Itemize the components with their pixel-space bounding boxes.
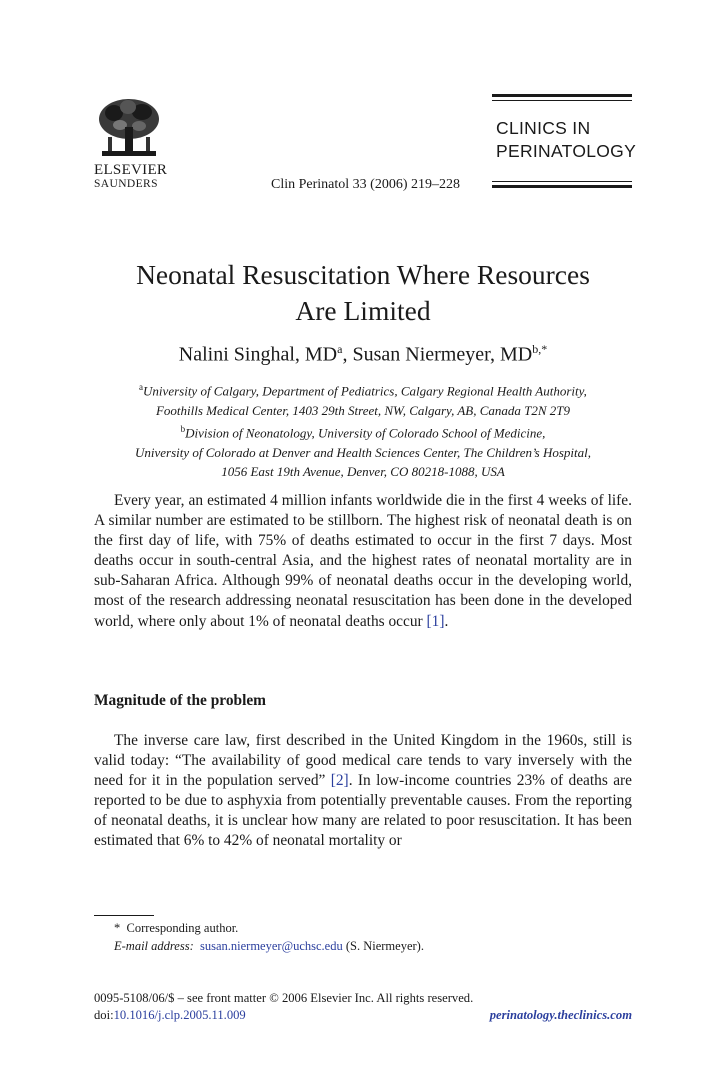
journal-rule-bottom xyxy=(492,185,632,188)
author-name: Nalini Singhal, MD xyxy=(178,343,338,366)
doi-line: doi:10.1016/j.clp.2005.11.009 xyxy=(94,1008,246,1022)
footnote-divider xyxy=(94,915,154,916)
issn-line: 0095-5108/06/$ – see front matter © 2006 Elsevier Inc. All rights reserved. xyxy=(94,991,474,1005)
journal-rule-top xyxy=(492,94,632,97)
citation-line: Clin Perinatol 33 (2006) 219–228 xyxy=(271,177,460,192)
publisher-imprint: SAUNDERS xyxy=(94,178,158,190)
journal-name-line1: CLINICS IN xyxy=(496,118,591,138)
author-affiliation-mark: a xyxy=(337,342,343,356)
affiliations xyxy=(60,378,666,482)
affiliation-line: $^b$Division of Neonatology, University of Colorado School of Medicine, xyxy=(180,424,546,441)
author-affiliation-mark: b,* xyxy=(532,342,548,356)
reference-link-1[interactable]: [1] xyxy=(426,612,445,630)
article-title xyxy=(60,257,666,329)
body-paragraph: The inverse care law, first described in the United Kingdom in the 1960s, still is valid today: “The availability of good medical care tends to vary inversely with the need for it in the population served” [2]. In low-income countries 23% of deaths are reported to be due to asphyxia from potentially preventable causes. From the reporting of neonatal deaths, it is unclear how many are related to poor resuscitation. It has been estimated that 6% to 42% of neonatal mortality or xyxy=(94,732,632,850)
affiliation-line: 1056 East 19th Avenue, Denver, CO 80218-1088, USA xyxy=(221,464,505,480)
footnote-corresponding: * Corresponding author. xyxy=(114,921,239,935)
author-name: Susan Niermeyer, MD xyxy=(352,343,533,366)
doi-link[interactable]: 10.1016/j.clp.2005.11.009 xyxy=(113,1008,246,1022)
affiliation-mark: b xyxy=(180,424,186,435)
footnote-email: E-mail address: susan.niermeyer@uchsc.edu (S. Niermeyer). xyxy=(114,939,424,953)
email-link[interactable]: susan.niermeyer@uchsc.edu xyxy=(200,939,343,953)
article-title-line2: Are Limited xyxy=(295,295,431,326)
affiliation-mark: a xyxy=(139,382,144,392)
section-heading: Magnitude of the problem xyxy=(94,692,267,709)
elsevier-tree-icon xyxy=(94,97,164,159)
journal-rule-top-thin xyxy=(492,100,632,101)
affiliation-line: $^a$University of Calgary, Department of Pediatrics, Calgary Regional Health Authority, xyxy=(139,382,587,399)
article-title-line1: Neonatal Resuscitation Where Resources xyxy=(136,259,590,290)
journal-name-line2: PERINATOLOGY xyxy=(496,141,637,161)
author-list: Nalini Singhal, $MD^a$, Susan Niermeyer, $MD^{b,*}$ xyxy=(178,342,548,366)
publisher-logo xyxy=(94,97,168,190)
affiliation-line: University of Colorado at Denver and Health Sciences Center, The Children’s Hospital, xyxy=(134,444,592,460)
email-label: E-mail address: xyxy=(114,939,194,953)
journal-website-link[interactable]: perinatology.theclinics.com xyxy=(489,1008,632,1022)
publisher-name: ELSEVIER xyxy=(94,162,168,178)
intro-paragraph: Every year, an estimated 4 million infants worldwide die in the first 4 weeks of life. A similar number are estimated to be stillborn. The highest risk of neonatal death is on the first day of life, with 75% of deaths estimated to occur in the first 7 days. Most deaths occur in south-central Asia, and the highest rates of neonatal mortality are in sub-Saharan Africa. Although 99% of neonatal deaths occur in the developing world, most of the research addressing neonatal resuscitation has been done in the developed world, where only about 1% of neonatal deaths occur [1]. xyxy=(94,492,632,630)
journal-name xyxy=(496,117,636,163)
reference-link-2[interactable]: [2] xyxy=(330,772,349,790)
affiliation-line: Foothills Medical Center, 1403 29th Street, NW, Calgary, AB, Canada T2N 2T9 xyxy=(155,402,571,418)
journal-rule-bottom-thin xyxy=(492,181,632,182)
